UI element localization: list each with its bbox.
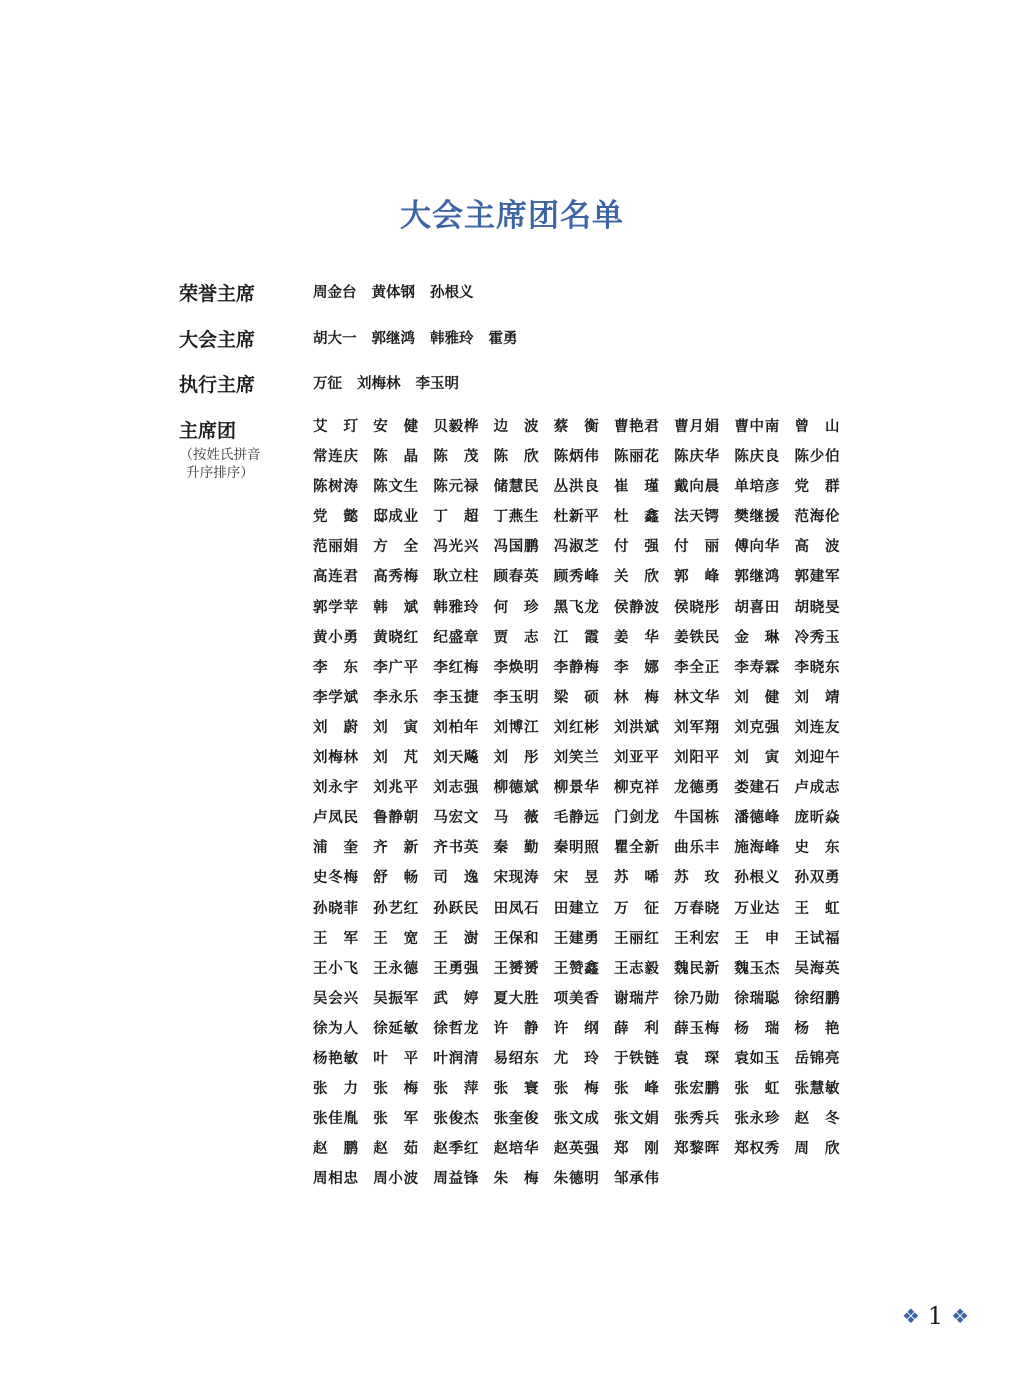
presidium-member-name: 浦 奎 <box>313 840 358 857</box>
presidium-member-name: 刘兆平 <box>373 780 419 797</box>
presidium-member-name: 刘永宇 <box>313 780 358 797</box>
presidium-member-name: 曹中南 <box>734 419 780 435</box>
presidium-member-name: 陈树涛 <box>313 479 358 496</box>
presidium-member-name: 秦明照 <box>553 840 599 857</box>
diamond-cluster-icon: ❖ <box>951 1304 969 1328</box>
presidium-member-name: 刘红彬 <box>553 719 599 736</box>
presidium-member-name: 常连庆 <box>313 449 358 466</box>
presidium-member-name: 王 澍 <box>433 930 479 947</box>
presidium-member-name: 党 群 <box>794 479 840 496</box>
presidium-member-name: 张 寰 <box>493 1081 539 1098</box>
presidium-member-name: 刘梅林 <box>313 750 358 767</box>
presidium-member-name: 高 波 <box>794 539 840 556</box>
presidium-member-name: 宋现涛 <box>493 870 539 887</box>
presidium-member-name: 王赟赟 <box>493 960 539 977</box>
presidium-member-name: 吴会兴 <box>313 990 358 1007</box>
presidium-member-name: 张文娟 <box>613 1111 659 1128</box>
presidium-member-name: 冯国鹏 <box>493 539 539 556</box>
presidium-member-name: 马宏文 <box>433 810 479 827</box>
presidium-member-name: 李学斌 <box>313 689 358 706</box>
presidium-member-name: 陈 晶 <box>373 449 419 466</box>
presidium-member-name: 刘军翔 <box>674 719 720 736</box>
presidium-member-name: 李全正 <box>674 659 720 676</box>
presidium-member-name: 胡晓旻 <box>794 599 840 616</box>
presidium-member-name: 孙根义 <box>734 870 780 887</box>
honorary-chair-name: 周金台 <box>313 285 357 301</box>
presidium-sort-note <box>170 446 270 482</box>
presidium-member-name: 刘 蔚 <box>313 719 358 736</box>
presidium-member-name: 侯静波 <box>613 599 659 616</box>
presidium-member-name: 尤 玲 <box>553 1050 599 1067</box>
presidium-member-name: 吴振军 <box>373 990 419 1007</box>
presidium-member-name: 邸成业 <box>373 509 419 526</box>
presidium-member-name: 张 梅 <box>373 1081 419 1098</box>
presidium-member-name: 贝毅桦 <box>433 419 479 435</box>
presidium-member-name: 法天锷 <box>674 509 720 526</box>
presidium-member-name: 李玉捷 <box>433 689 479 706</box>
honorary-chair-label: 荣誉主席 <box>179 283 256 305</box>
presidium-member-name: 刘博江 <box>493 719 539 736</box>
presidium-member-name: 张 军 <box>373 1111 419 1128</box>
presidium-member-name: 崔 瑾 <box>613 479 659 496</box>
presidium-member-name: 陈 茂 <box>433 449 479 466</box>
presidium-member-name: 赵 茹 <box>373 1141 419 1158</box>
presidium-member-name: 刘迎午 <box>794 750 840 767</box>
presidium-member-name: 易绍东 <box>493 1050 539 1067</box>
presidium-member-name: 张俊杰 <box>433 1111 479 1128</box>
presidium-member-name: 朱 梅 <box>493 1171 539 1188</box>
presidium-member-name: 党 懿 <box>313 509 358 526</box>
presidium-member-name: 金 琳 <box>734 629 780 646</box>
presidium-member-name: 孙跃民 <box>433 900 479 917</box>
presidium-member-name: 袁 琛 <box>674 1050 720 1067</box>
presidium-member-name: 许 静 <box>493 1020 539 1037</box>
presidium-member-name: 岳锦亮 <box>794 1050 840 1067</box>
presidium-member-name: 周相忠 <box>313 1171 358 1188</box>
presidium-member-name: 韩 斌 <box>373 599 419 616</box>
presidium-member-name: 卢凤民 <box>313 810 358 827</box>
presidium-member-name: 张 力 <box>313 1081 358 1098</box>
presidium-member-name: 何 珍 <box>493 599 539 616</box>
presidium-member-name: 边 波 <box>493 419 539 435</box>
presidium-member-name: 刘 健 <box>734 689 780 706</box>
presidium-member-name: 曲乐丰 <box>674 840 720 857</box>
presidium-member-name: 李 娜 <box>613 659 659 676</box>
presidium-member-name: 叶 平 <box>373 1050 419 1067</box>
presidium-member-name: 刘 寅 <box>373 719 419 736</box>
executive-chair-name: 万征 <box>313 376 342 392</box>
presidium-member-name: 纪盛章 <box>433 629 479 646</box>
presidium-member-name: 王赞鑫 <box>553 960 599 977</box>
presidium-member-name: 张佳胤 <box>313 1111 358 1128</box>
presidium-member-name: 王建勇 <box>553 930 599 947</box>
presidium-member-name: 李永乐 <box>373 689 419 706</box>
presidium-member-name: 李焕明 <box>493 659 539 676</box>
presidium-member-name: 王永德 <box>373 960 419 977</box>
presidium-member-name: 叶润清 <box>433 1050 479 1067</box>
presidium-member-name: 刘洪斌 <box>613 719 659 736</box>
presidium-member-name: 陈文生 <box>373 479 419 496</box>
presidium-member-name: 李红梅 <box>433 659 479 676</box>
presidium-member-name: 杜 鑫 <box>613 509 659 526</box>
presidium-member-name: 林文华 <box>674 689 720 706</box>
presidium-member-name: 张文成 <box>553 1111 599 1128</box>
presidium-member-name: 娄建石 <box>734 780 780 797</box>
presidium-member-name: 宋 昱 <box>553 870 599 887</box>
presidium-member-name: 田建立 <box>553 900 599 917</box>
presidium-member-name: 徐为人 <box>313 1020 358 1037</box>
presidium-member-name: 柳克祥 <box>613 780 659 797</box>
diamond-cluster-icon: ❖ <box>901 1304 920 1328</box>
presidium-member-name: 秦 勤 <box>493 840 539 857</box>
presidium-member-name: 梁 硕 <box>553 689 599 706</box>
congress-chair-label: 大会主席 <box>179 329 256 351</box>
presidium-member-name: 樊继援 <box>734 509 780 526</box>
presidium-sort-note-line: （按姓氏拼音 <box>179 447 261 463</box>
presidium-member-name: 史 东 <box>794 840 840 857</box>
presidium-member-name: 方 全 <box>373 539 419 556</box>
presidium-member-name: 刘 寅 <box>734 750 780 767</box>
congress-chair-name: 胡大一 <box>313 331 357 347</box>
executive-chair-label: 执行主席 <box>179 374 256 396</box>
presidium-member-name: 周小波 <box>373 1171 419 1188</box>
presidium-member-name: 丁 超 <box>433 509 479 526</box>
presidium-member-name: 黄晓红 <box>373 629 419 646</box>
presidium-member-name: 曹艳君 <box>613 419 659 435</box>
presidium-member-name: 顾秀峰 <box>553 569 599 586</box>
presidium-member-name: 田凤石 <box>493 900 539 917</box>
presidium-member-name: 刘志强 <box>433 780 479 797</box>
presidium-member-name: 储慧民 <box>493 479 539 496</box>
presidium-member-name: 曹月娟 <box>674 419 720 435</box>
presidium-member-name: 苏 玫 <box>674 870 720 887</box>
presidium-member-name: 张宏鹏 <box>674 1081 720 1098</box>
presidium-member-name: 陈庆良 <box>734 449 780 466</box>
presidium-member-name: 孙双勇 <box>794 870 840 887</box>
presidium-member-name: 李静梅 <box>553 659 599 676</box>
presidium-member-name: 龙德勇 <box>674 780 720 797</box>
presidium-member-name: 冷秀玉 <box>794 629 840 646</box>
presidium-member-name: 杜新平 <box>553 509 599 526</box>
presidium-member-name: 吴海英 <box>794 960 840 977</box>
presidium-member-name: 丛洪良 <box>553 479 599 496</box>
executive-chair-name: 李玉明 <box>415 376 459 392</box>
presidium-label: 主席团 <box>179 420 237 442</box>
presidium-member-name: 陈少伯 <box>794 449 840 466</box>
presidium-member-name: 冯光兴 <box>433 539 479 556</box>
presidium-member-name: 王小飞 <box>313 960 358 977</box>
presidium-member-name: 王 宽 <box>373 930 419 947</box>
congress-chair-names <box>313 327 533 348</box>
presidium-member-name: 林 梅 <box>613 689 659 706</box>
presidium-member-name: 孙艺红 <box>373 900 419 917</box>
presidium-member-name: 魏玉杰 <box>734 960 780 977</box>
presidium-member-name: 薛玉梅 <box>674 1020 720 1037</box>
presidium-member-name: 司 逸 <box>433 870 479 887</box>
executive-chair-names <box>313 372 474 393</box>
presidium-member-name: 舒 畅 <box>373 870 419 887</box>
presidium-member-name: 牛国栋 <box>674 810 720 827</box>
presidium-member-name: 李寿霖 <box>734 659 780 676</box>
presidium-member-name: 万 征 <box>613 900 659 917</box>
presidium-member-name: 王利宏 <box>674 930 720 947</box>
presidium-member-name: 郑 刚 <box>613 1141 659 1158</box>
presidium-member-name: 王 虹 <box>794 900 840 917</box>
presidium-member-name: 张永珍 <box>734 1111 780 1128</box>
page-title: 大会主席团名单 <box>400 198 624 234</box>
presidium-member-name: 许 纲 <box>553 1020 599 1037</box>
presidium-member-name: 黄小勇 <box>313 629 358 646</box>
presidium-member-name: 杨 瑞 <box>734 1020 780 1037</box>
presidium-member-name: 万春晓 <box>674 900 720 917</box>
presidium-member-name: 苏 唏 <box>613 870 659 887</box>
presidium-member-name: 万业达 <box>734 900 780 917</box>
presidium-member-name: 陈炳伟 <box>553 449 599 466</box>
presidium-name-grid <box>313 415 853 1197</box>
presidium-member-name: 韩雅玲 <box>433 599 479 616</box>
presidium-member-name: 徐绍鹏 <box>794 990 840 1007</box>
presidium-member-name: 徐乃勋 <box>674 990 720 1007</box>
presidium-member-name: 柳景华 <box>553 780 599 797</box>
honorary-chair-name: 黄体钢 <box>371 285 415 301</box>
presidium-member-name: 耿立柱 <box>433 569 479 586</box>
presidium-member-name: 袁如玉 <box>734 1050 780 1067</box>
presidium-member-name: 郭学苹 <box>313 599 358 616</box>
presidium-member-name: 王试福 <box>794 930 840 947</box>
presidium-member-name: 张慧敏 <box>794 1081 840 1098</box>
presidium-member-name: 顾春英 <box>493 569 539 586</box>
presidium-member-name: 徐哲龙 <box>433 1020 479 1037</box>
presidium-member-name: 齐 新 <box>373 840 419 857</box>
presidium-member-name: 刘 靖 <box>794 689 840 706</box>
presidium-member-name: 王丽红 <box>613 930 659 947</box>
presidium-member-name: 杨艳敏 <box>313 1050 358 1067</box>
presidium-member-name: 施海峰 <box>734 840 780 857</box>
executive-chair-name: 刘梅林 <box>357 376 401 392</box>
presidium-member-name: 付 丽 <box>674 539 720 556</box>
presidium-member-name: 傅向华 <box>734 539 780 556</box>
page-footer <box>902 1302 969 1330</box>
presidium-member-name: 周 欣 <box>794 1141 840 1158</box>
presidium-member-name: 瞿全新 <box>613 840 659 857</box>
presidium-member-name: 朱德明 <box>553 1171 599 1188</box>
presidium-member-name: 郭 峰 <box>674 569 720 586</box>
presidium-member-name: 刘笑兰 <box>553 750 599 767</box>
presidium-member-name: 项美香 <box>553 990 599 1007</box>
presidium-member-name: 陈丽花 <box>613 449 659 466</box>
presidium-member-name: 王 军 <box>313 930 358 947</box>
presidium-member-name: 庞昕焱 <box>794 810 840 827</box>
presidium-member-name: 刘柏年 <box>433 719 479 736</box>
presidium-member-name: 张 萍 <box>433 1081 479 1098</box>
presidium-member-name: 张 虹 <box>734 1081 780 1098</box>
presidium-member-name: 赵季红 <box>433 1141 479 1158</box>
presidium-member-name: 陈元禄 <box>433 479 479 496</box>
presidium-member-name: 艾 玎 <box>313 419 358 435</box>
presidium-member-name: 蔡 衡 <box>553 419 599 435</box>
congress-chair-name: 郭继鸿 <box>371 331 415 347</box>
presidium-member-name: 曾 山 <box>794 419 840 435</box>
congress-chair-name: 韩雅玲 <box>430 331 474 347</box>
presidium-member-name: 刘 彤 <box>493 750 539 767</box>
presidium-member-name: 夏大胜 <box>493 990 539 1007</box>
presidium-member-name: 范丽娟 <box>313 539 358 556</box>
presidium-member-name: 单培彦 <box>734 479 780 496</box>
presidium-member-name: 赵 冬 <box>794 1111 840 1128</box>
presidium-member-name: 王勇强 <box>433 960 479 977</box>
presidium-member-name: 贾 志 <box>493 629 539 646</box>
presidium-member-name: 赵培华 <box>493 1141 539 1158</box>
presidium-member-name: 武 婷 <box>433 990 479 1007</box>
presidium-member-name: 张 梅 <box>553 1081 599 1098</box>
presidium-member-name: 鲁静朝 <box>373 810 419 827</box>
presidium-member-name: 徐瑞聪 <box>734 990 780 1007</box>
presidium-member-name: 陈 欣 <box>493 449 539 466</box>
presidium-member-name: 王志毅 <box>613 960 659 977</box>
presidium-member-name: 于铁链 <box>613 1050 659 1067</box>
presidium-member-name: 王保和 <box>493 930 539 947</box>
presidium-member-name: 高秀梅 <box>373 569 419 586</box>
presidium-member-name: 李广平 <box>373 659 419 676</box>
presidium-member-name: 张秀兵 <box>674 1111 720 1128</box>
presidium-member-name: 安 健 <box>373 419 419 435</box>
presidium-member-name: 王 申 <box>734 930 780 947</box>
presidium-member-name: 杨 艳 <box>794 1020 840 1037</box>
presidium-member-name: 李 东 <box>313 659 358 676</box>
congress-chair-name: 霍勇 <box>488 331 518 347</box>
presidium-member-name: 张 峰 <box>613 1081 659 1098</box>
presidium-member-name: 史冬梅 <box>313 870 358 887</box>
presidium-member-name: 刘天飚 <box>433 750 479 767</box>
presidium-member-name: 周益锋 <box>433 1171 479 1188</box>
presidium-member-name: 刘 芃 <box>373 750 419 767</box>
honorary-chair-name: 孙根义 <box>430 285 474 301</box>
presidium-member-name: 胡喜田 <box>734 599 780 616</box>
presidium-member-name: 范海伦 <box>794 509 840 526</box>
presidium-member-name: 谢瑞芹 <box>613 990 659 1007</box>
presidium-member-name: 李玉明 <box>493 689 539 706</box>
presidium-member-name: 郑权秀 <box>734 1141 780 1158</box>
presidium-member-name: 黑飞龙 <box>553 599 599 616</box>
presidium-member-name: 薛 利 <box>613 1020 659 1037</box>
presidium-member-name: 冯淑芝 <box>553 539 599 556</box>
presidium-member-name: 邹承伟 <box>613 1171 659 1188</box>
presidium-member-name: 潘德峰 <box>734 810 780 827</box>
presidium-member-name: 孙晓菲 <box>313 900 358 917</box>
presidium-member-name: 刘克强 <box>734 719 780 736</box>
presidium-member-name: 赵 鹏 <box>313 1141 358 1158</box>
presidium-member-name: 徐延敏 <box>373 1020 419 1037</box>
presidium-member-name: 姜铁民 <box>674 629 720 646</box>
presidium-member-name: 郭继鸿 <box>734 569 780 586</box>
presidium-member-name: 刘亚平 <box>613 750 659 767</box>
page-number: 1 <box>927 1302 944 1330</box>
presidium-member-name: 张奎俊 <box>493 1111 539 1128</box>
presidium-member-name: 魏民新 <box>674 960 720 977</box>
presidium-member-name: 侯晓彤 <box>674 599 720 616</box>
presidium-member-name: 郑黎晖 <box>674 1141 720 1158</box>
presidium-member-name: 陈庆华 <box>674 449 720 466</box>
presidium-member-name: 江 霞 <box>553 629 599 646</box>
presidium-member-name: 毛静远 <box>553 810 599 827</box>
honorary-chair-names <box>313 281 489 302</box>
presidium-member-name: 姜 华 <box>613 629 659 646</box>
presidium-member-name: 李晓东 <box>794 659 840 676</box>
presidium-sort-note-line: 升序排序） <box>186 465 254 481</box>
presidium-member-name: 郭建军 <box>794 569 840 586</box>
presidium-member-name: 柳德斌 <box>493 780 539 797</box>
presidium-member-name: 赵英强 <box>553 1141 599 1158</box>
presidium-member-name: 高连君 <box>313 569 358 586</box>
presidium-member-name: 刘阳平 <box>674 750 720 767</box>
presidium-member-name: 刘连友 <box>794 719 840 736</box>
presidium-member-name: 卢成志 <box>794 780 840 797</box>
presidium-member-name: 马 薇 <box>493 810 539 827</box>
presidium-member-name: 戴向晨 <box>674 479 720 496</box>
presidium-member-name: 丁燕生 <box>493 509 539 526</box>
presidium-member-name: 门剑龙 <box>613 810 659 827</box>
presidium-member-name: 齐书英 <box>433 840 479 857</box>
presidium-member-name: 关 欣 <box>613 569 659 586</box>
presidium-member-name: 付 强 <box>613 539 659 556</box>
